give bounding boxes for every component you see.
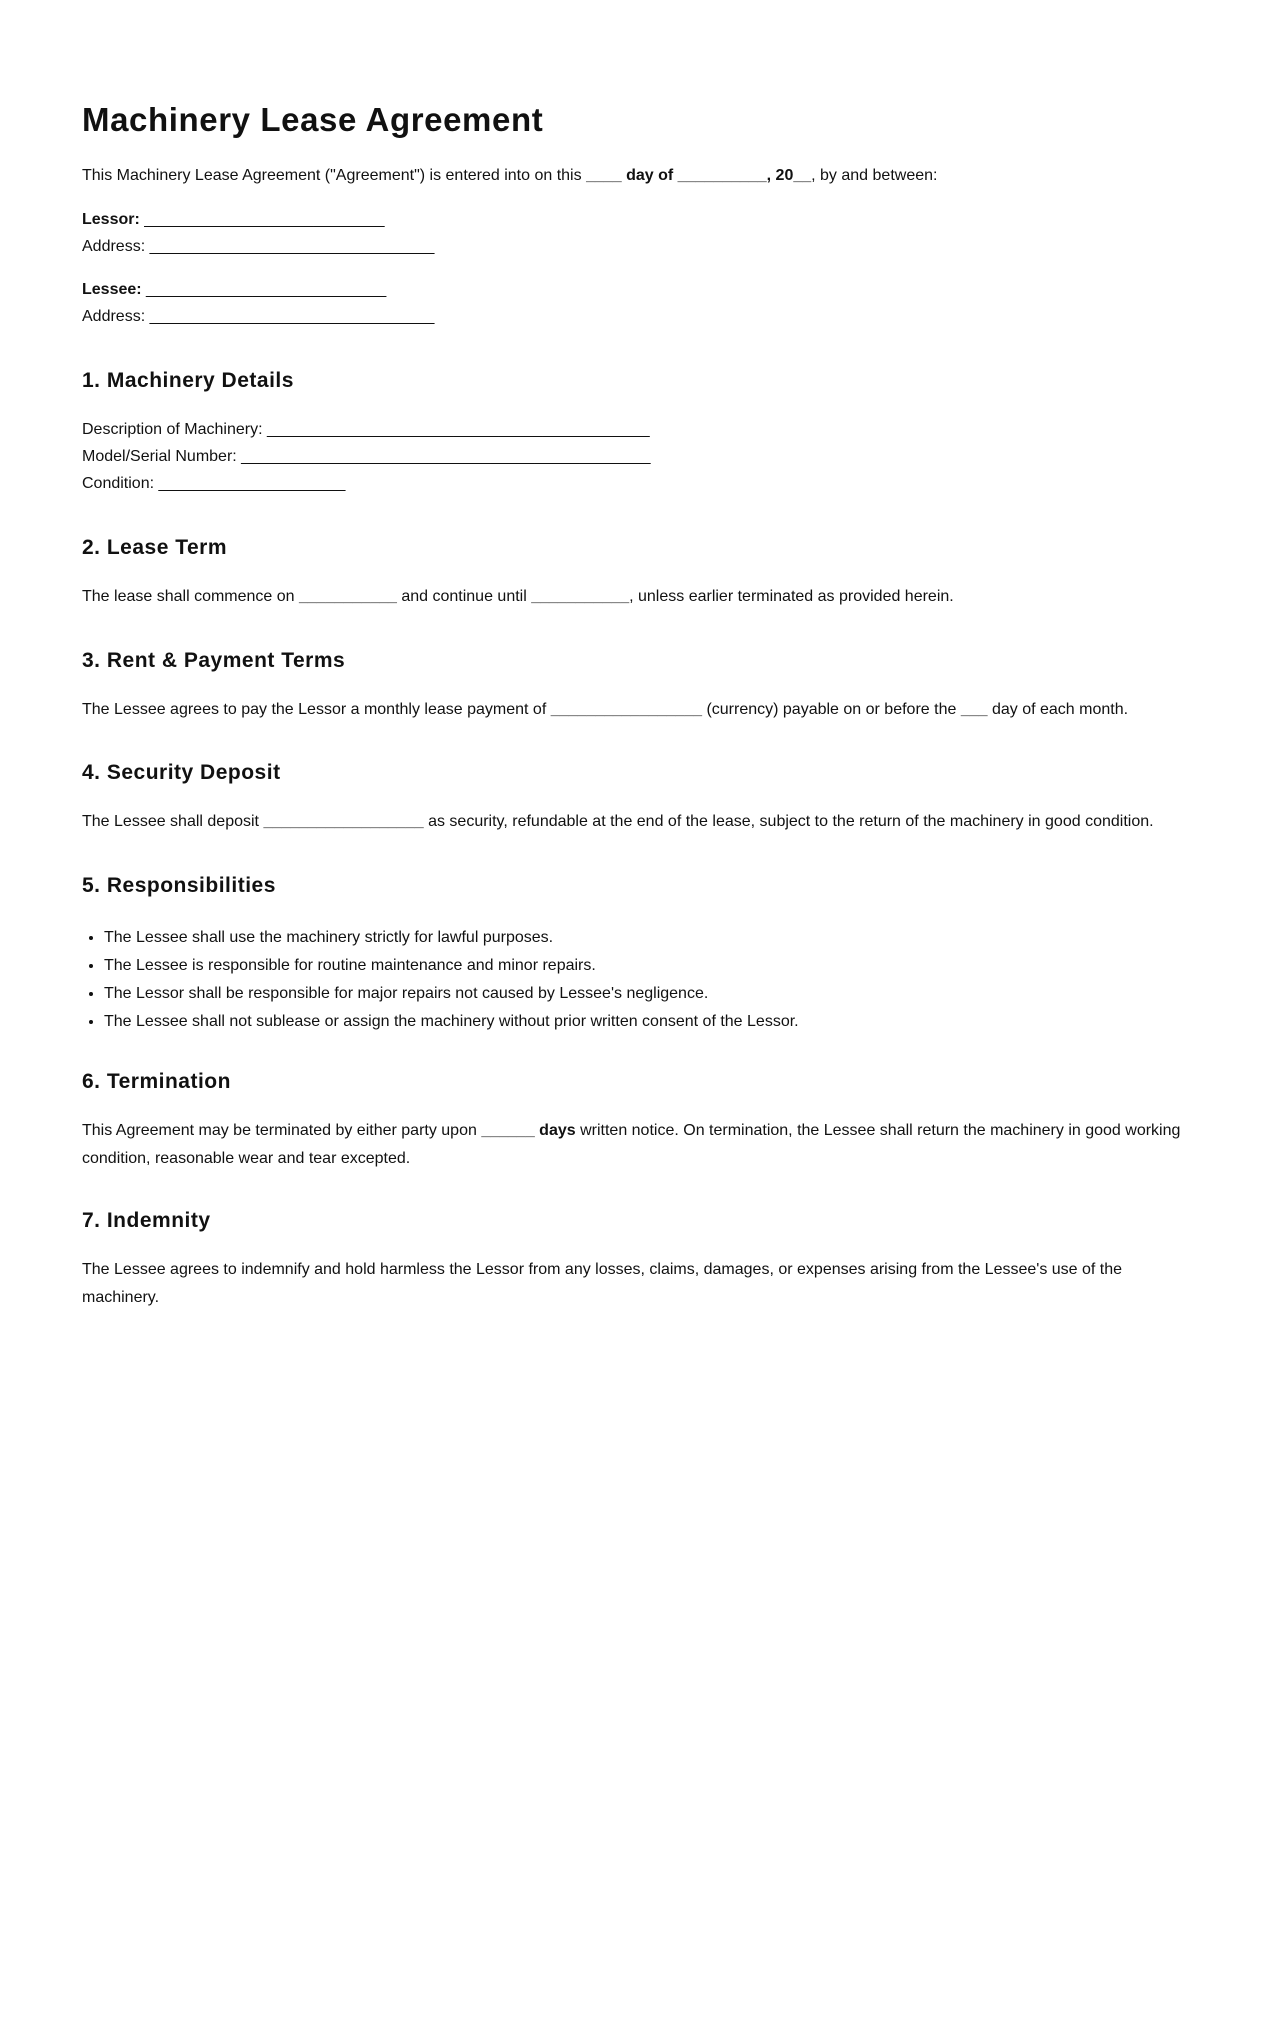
section-5-heading: 5. Responsibilities [82,874,276,897]
rent-middle: (currency) payable on or before the [702,701,961,718]
termination-end: written notice. On termination, the Lessee shall return the machinery in good working condition, reasonable wear and tear excepted. [82,1122,1181,1167]
intro-year-blank: __ [793,167,812,184]
section-3-heading: 3. Rent & Payment Terms [82,649,346,672]
rent-day-blank: ___ [960,701,988,718]
lease-term-end: , unless earlier terminated as provided herein. [629,588,954,605]
lessor-address: Address: ________________________________ [82,238,435,255]
section-2-heading: 2. Lease Term [82,536,228,559]
deposit-end: as security, refundable at the end of the lease, subject to the return of the machinery in good condition. [423,813,1154,830]
deposit-start: The Lessee shall deposit [82,813,264,830]
lessee-address: Address: ________________________________ [82,308,435,325]
lease-term-middle: and continue until [396,588,532,605]
machinery-model: Model/Serial Number: ______________________________________________ [82,448,651,465]
intro-day-blank: ____ [586,167,622,184]
intro-lead: This Machinery Lease Agreement ("Agreement") is entered into on this [82,167,587,184]
machinery-condition: Condition: _____________________ [82,475,346,492]
lessee-line [82,280,386,300]
rent-amount-blank: _________________ [550,701,702,718]
intro-year: , 20 [766,167,794,184]
lease-start-blank: ___________ [299,588,397,605]
intro-month-blank: __________ [677,167,767,184]
list-item: • The Lessor shall be responsible for major repairs not caused by Lessee's negligence. [104,980,799,1008]
lessor-name-blank: ___________________________ [139,211,385,228]
lessor-line [82,210,385,230]
section-4-heading: 4. Security Deposit [82,761,281,784]
list-item: • The Lessee is responsible for routine maintenance and minor repairs. [104,952,799,980]
section-7-heading: 7. Indemnity [82,1209,211,1232]
rent-start: The Lessee agrees to pay the Lessor a monthly lease payment of [82,701,551,718]
intro-paragraph [82,166,937,186]
lessor-label: Lessor: [82,211,140,228]
indemnity-paragraph: The Lessee agrees to indemnify and hold harmless the Lessor from any losses, claims, damages, or expenses arising from the Lessee's use of the machinery. [82,1261,1123,1306]
intro-day-of: day of [621,167,678,184]
termination-start: This Agreement may be terminated by either party upon [82,1122,482,1139]
list-item: • The Lessee shall use the machinery strictly for lawful purposes. [104,924,799,952]
page-title: Machinery Lease Agreement [82,101,544,138]
machinery-description: Description of Machinery: ___________________________________________ [82,421,650,438]
rent-paragraph [82,700,1128,720]
lessee-label: Lessee: [82,281,142,298]
termination-days-label: days [534,1122,576,1139]
section-1-heading: 1. Machinery Details [82,369,294,392]
rent-end: day of each month. [987,701,1129,718]
section-6-heading: 6. Termination [82,1070,231,1093]
lease-end-blank: ___________ [531,588,630,605]
intro-tail: , by and between: [811,167,938,184]
responsibilities-list [82,924,799,1036]
termination-paragraph [82,1117,1192,1173]
lease-term-paragraph [82,587,954,607]
termination-days-blank: ______ [481,1122,535,1139]
deposit-paragraph [82,812,1154,832]
lease-term-start: The lease shall commence on [82,588,299,605]
list-item: • The Lessee shall not sublease or assign the machinery without prior written consent of the Lessor. [104,1008,799,1036]
deposit-blank: __________________ [263,813,424,830]
lessee-name-blank: ___________________________ [141,281,387,298]
